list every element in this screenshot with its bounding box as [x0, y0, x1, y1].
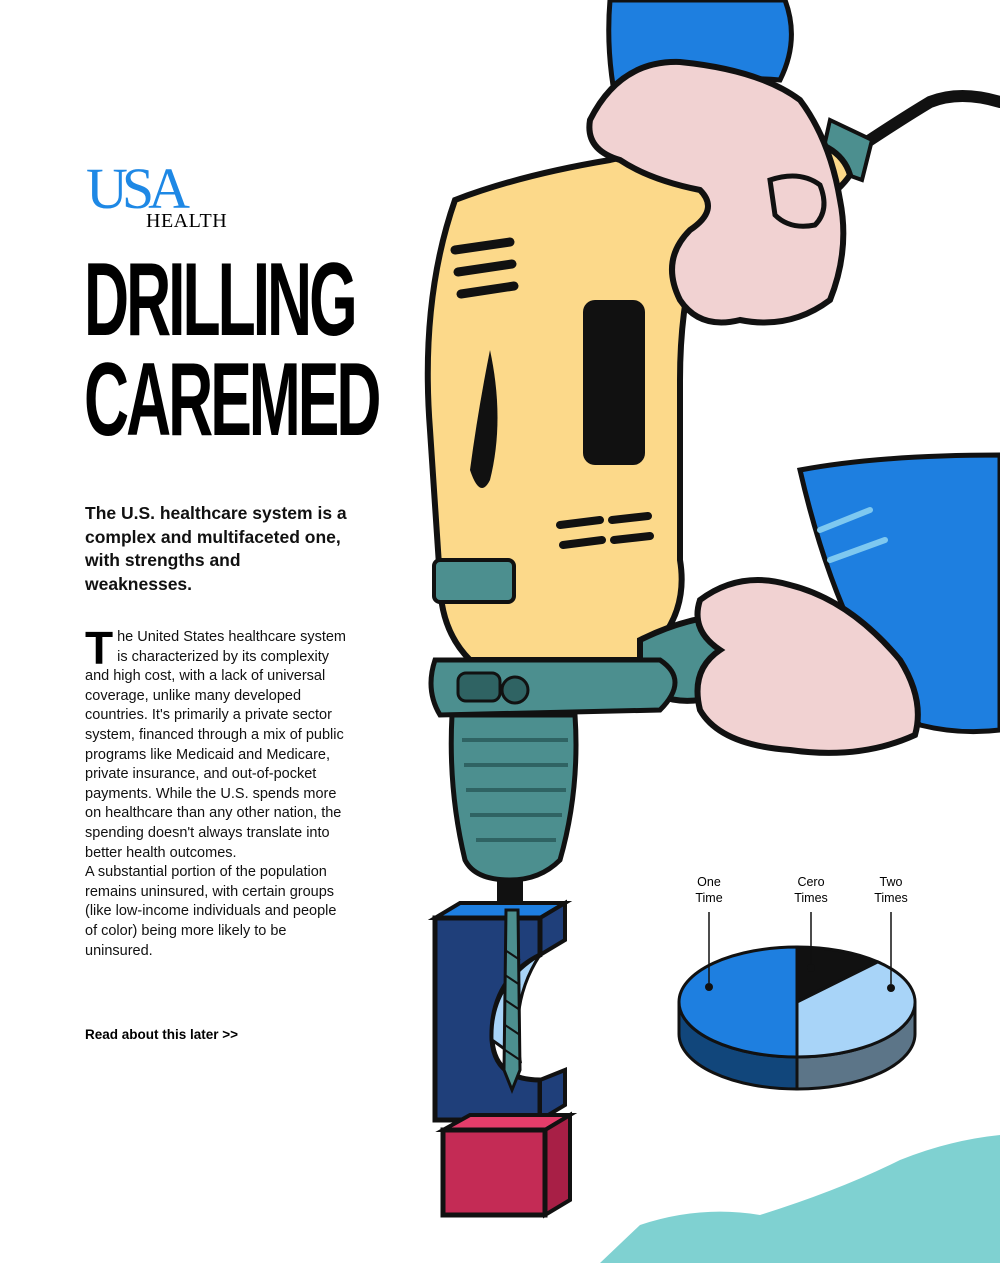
- pie-leader-dot-two-times: [887, 984, 895, 992]
- pie-label-one-time: One Time: [695, 875, 723, 905]
- body-text: [85, 622, 347, 961]
- headline-line-1: DRILLING: [84, 242, 355, 358]
- headline: [84, 242, 379, 458]
- pie-label-two-times: Two Times: [874, 875, 908, 905]
- usa-health-logo: [86, 156, 236, 235]
- body-paragraph-1: he United States healthcare system is characterized by its complexity and high cost, with a lack of universal coverage, unlike many developed countries. It's primarily a private sector system, financed through a mix of public programs like Medicaid and Medicare, private insurance, and out-of-pocket payments. While the U.S. spends more on healthcare than any other nation, the spending doesn't always translate into better health outcomes.: [85, 629, 347, 861]
- logo-letters: USA: [86, 156, 185, 221]
- pie-label-cero-times: Cero Times: [794, 875, 828, 905]
- pie-leader-dot-cero-times: [807, 964, 815, 972]
- lead-paragraph: The U.S. healthcare system is a complex and multifaceted one, with strengths and weaknesses.: [85, 503, 347, 594]
- pie-leader-dot-one-time: [705, 983, 713, 991]
- power-cord: [858, 96, 1000, 148]
- floor-shadow: [600, 1135, 1000, 1263]
- headline-line-2: CAREMED: [84, 342, 379, 458]
- pie-chart: [679, 912, 915, 1089]
- logo-health: HEALTH: [146, 210, 228, 232]
- body-paragraph-2: A substantial portion of the population remains uninsured, with certain groups (like low-income individuals and people of color) being more likely to be uninsured.: [85, 864, 337, 959]
- drop-cap: T: [85, 622, 114, 674]
- read-more-link[interactable]: Read about this later >>: [85, 1027, 239, 1042]
